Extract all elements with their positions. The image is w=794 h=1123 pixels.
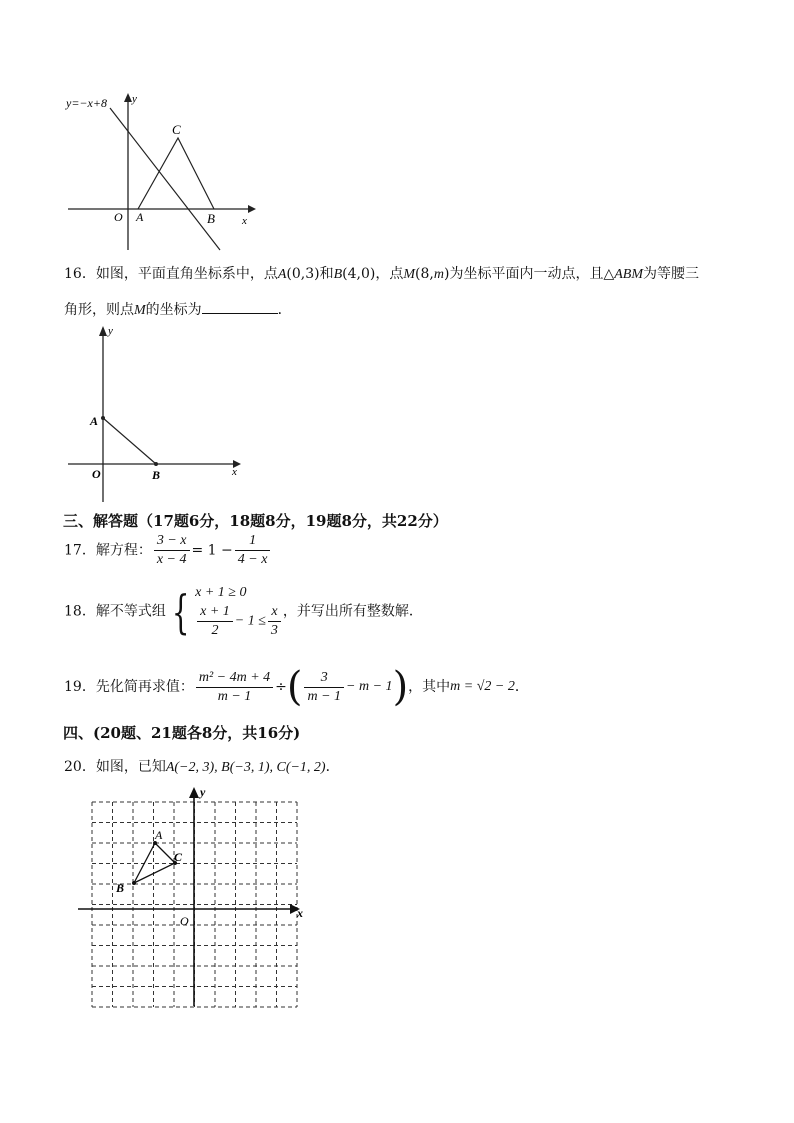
origin-label: O xyxy=(180,914,189,928)
x-axis-arrow-icon xyxy=(248,205,256,213)
q17-lhs-fraction: $\frac{3 - x}{x - 4}$ xyxy=(154,532,190,569)
question-19: 19．先化简再求值： $\frac{\text{m² − 4m + 4}}{m - 1}$ ÷( $\frac{3}{m - 1}$ − m − 1)，其中m = √2 − 2． xyxy=(64,664,529,710)
question-16-line-2: 角形，则点M的坐标为 ． xyxy=(64,299,292,321)
question-17: 17．解方程： $\frac{3 - x}{x - 4}$ = 1 − $\frac{1}{4 - x}$ xyxy=(64,532,272,569)
point-a xyxy=(101,416,105,420)
y-axis-label: y xyxy=(200,785,206,799)
point-a-label: A xyxy=(136,210,144,224)
point-b xyxy=(132,881,136,885)
x-axis-label: x xyxy=(242,215,247,227)
section-4-title: 四、(20题、21题各8分，共16分) xyxy=(63,724,301,742)
question-20: 20．如图，已知A(−2, 3), B(−3, 1), C(−1, 2)． xyxy=(64,759,340,775)
q19-fraction-2: $\frac{3}{m - 1}$ xyxy=(304,669,344,706)
triangle-abc xyxy=(138,138,214,209)
q17-rhs-fraction: $\frac{1}{4 - x}$ xyxy=(235,532,271,569)
figure-q15 xyxy=(62,88,262,258)
figure-q16 xyxy=(62,322,252,504)
system-brace: { xyxy=(171,584,190,639)
y-axis-arrow-icon xyxy=(124,93,132,102)
point-c-label: C xyxy=(172,122,181,137)
inequality-system: x + 1 ≥ 0 $\frac{x + 1}{2}$ − 1 ≤ $\frac{x}{3}$ xyxy=(195,583,283,640)
point-b-label: B xyxy=(152,468,161,482)
line-y-neg-x-plus-8 xyxy=(110,108,220,250)
point-c-label: C xyxy=(174,850,183,864)
y-axis-arrow-icon xyxy=(99,326,107,336)
point-a-label: A xyxy=(90,414,99,428)
question-18: 18．解不等式组 { x + 1 ≥ 0 $\frac{x + 1}{2}$ − 1 ≤ $\frac{x}{3}$ ，并写出所有整数解． xyxy=(64,584,423,639)
segment-ab xyxy=(103,418,156,464)
y-axis-label: y xyxy=(132,93,137,105)
origin-label: O xyxy=(92,467,101,481)
x-axis-label: x xyxy=(297,906,303,920)
figure-q20 xyxy=(78,784,310,1010)
point-b xyxy=(154,462,158,466)
triangle-abc xyxy=(134,843,175,883)
y-axis-label: y xyxy=(108,325,113,337)
q19-fraction-1: $\frac{\text{m² − 4m + 4}}{m - 1}$ xyxy=(196,669,273,706)
point-b-label: B xyxy=(116,881,125,895)
y-axis-arrow-icon xyxy=(189,787,199,798)
point-a-label: A xyxy=(155,828,163,842)
point-b-label: B xyxy=(207,211,215,226)
answer-blank[interactable] xyxy=(202,299,278,314)
question-16-line-1: 16．如图，平面直角坐标系中，点A(0,3)和B(4,0)，点M(8,m)为坐标平面内一动点，且△ABM为等腰三 xyxy=(64,266,699,282)
origin-label: O xyxy=(114,210,123,224)
section-3-title: 三、解答题（17题6分，18题8分，19题8分，共22分） xyxy=(63,512,448,530)
line-equation-label: y=−x+8 xyxy=(66,96,107,110)
x-axis-label: x xyxy=(232,466,237,478)
